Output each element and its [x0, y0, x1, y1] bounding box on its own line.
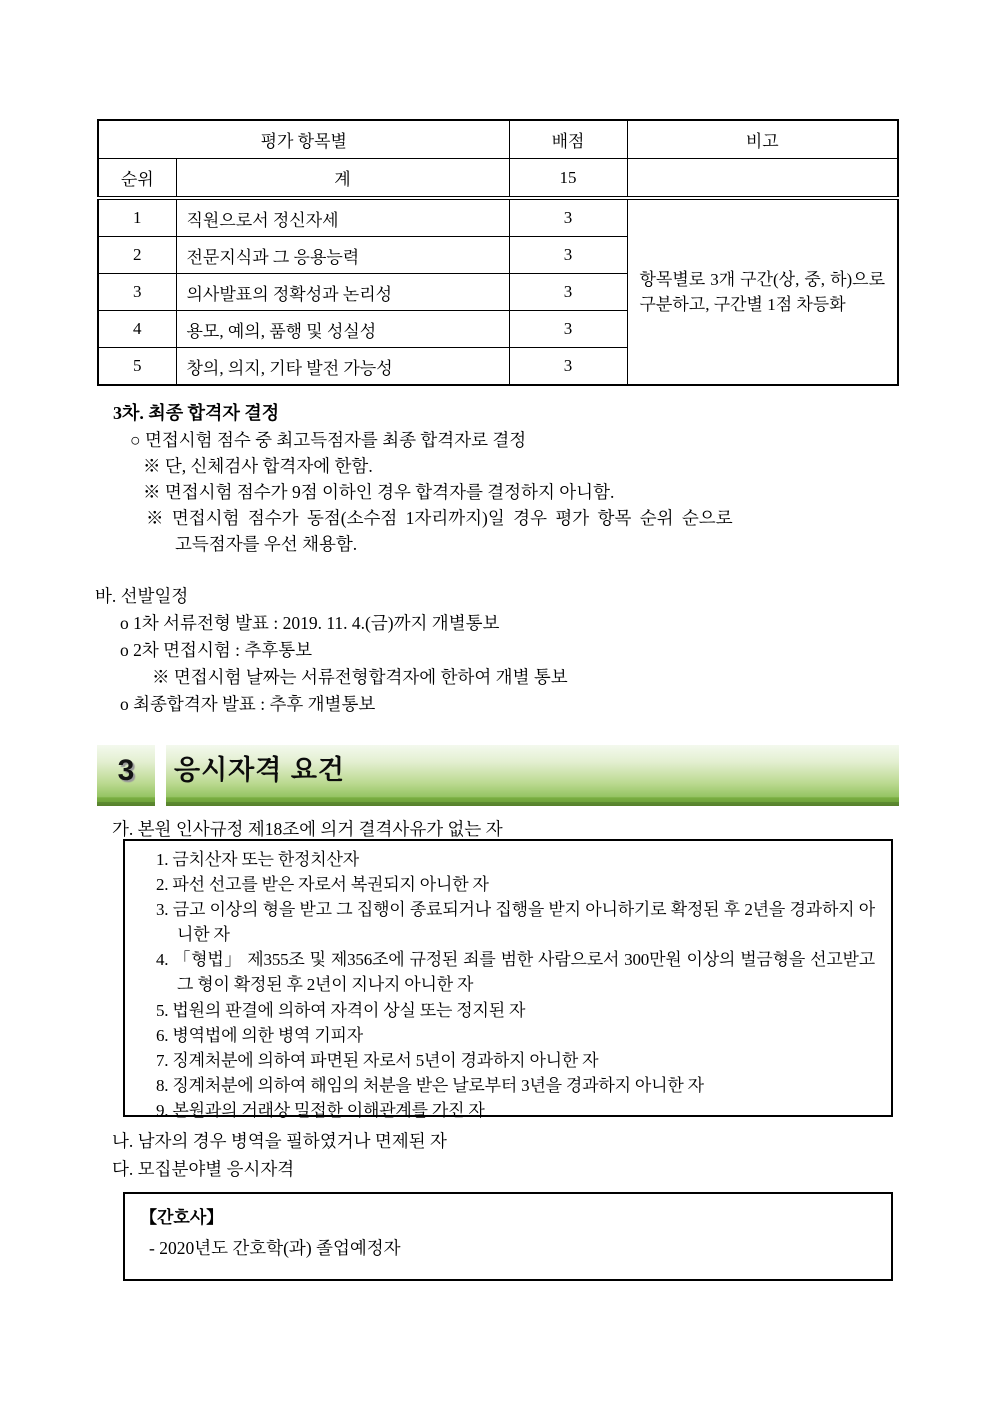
- row-rank: 4: [98, 311, 176, 348]
- final-round-line: ○ 면접시험 점수 중 최고득점자를 최종 합격자로 결정: [130, 430, 527, 450]
- final-round-title: 3차. 최종 합격자 결정: [113, 403, 280, 423]
- row-rank: 2: [98, 237, 176, 274]
- section-banner: [97, 745, 899, 806]
- disqualification-item: 7. 징계처분에 의하여 파면된 자로서 5년이 경과하지 아니한 자: [156, 1050, 599, 1070]
- disqualification-box: [123, 839, 893, 1120]
- row-rank: 5: [98, 348, 176, 386]
- schedule-item-note: ※ 면접시험 날짜는 서류전형합격자에 한하여 개별 통보: [152, 667, 568, 687]
- row-rank: 3: [98, 274, 176, 311]
- subheader-note-empty: [627, 159, 898, 199]
- section-title-bar: [166, 745, 899, 806]
- subheader-rank: 순위: [98, 159, 176, 199]
- disqualification-item: 1. 금치산자 또는 한정치산자: [156, 850, 359, 869]
- disqualification-item: 4. 「형법」 제355조 및 제356조에 규정된 죄를 범한 사람으로서 300만원 이상의 벌금형을 선고받고 그 형이 확정된 후 2년이 지나지 아니한 자: [156, 950, 875, 995]
- schedule-item: o 최종합격자 발표 : 추후 개별통보: [120, 694, 376, 714]
- header-note: 비고: [627, 120, 898, 159]
- evaluation-table: [97, 119, 899, 386]
- row-score: 3: [509, 348, 627, 386]
- table-note-cell: 항목별로 3개 구간(상, 중, 하)으로 구분하고, 구간별 1점 차등화: [627, 198, 898, 385]
- disqualification-item: 3. 금고 이상의 형을 받고 그 집행이 종료되거나 집행을 받지 아니하기로 확정된 후 2년을 경과하지 아니한 자: [156, 900, 875, 945]
- header-eval-items: 평가 항목별: [98, 120, 509, 159]
- nurse-qualification-box: [123, 1192, 893, 1281]
- row-score: 3: [509, 237, 627, 274]
- final-round-line: ※ 단, 신체검사 합격자에 한함.: [143, 456, 373, 476]
- schedule-section: [95, 585, 905, 715]
- row-item: 창의, 의지, 기타 발전 가능성: [176, 348, 509, 386]
- final-round-section: [113, 399, 913, 555]
- disqualification-item: 2. 파선 선고를 받은 자로서 복권되지 아니한 자: [156, 875, 489, 895]
- table-subheader-row: [98, 159, 898, 199]
- schedule-item: o 1차 서류전형 발표 : 2019. 11. 4.(금)까지 개별통보: [120, 613, 500, 633]
- final-round-line: ※ 면접시험 점수가 9점 이하인 경우 합격자를 결정하지 아니함.: [143, 482, 615, 502]
- row-score: 3: [509, 198, 627, 237]
- row-item: 직원으로서 정신자세: [176, 198, 509, 237]
- disqualification-item: 5. 법원의 판결에 의하여 자격이 상실 또는 정지된 자: [156, 1000, 526, 1020]
- row-rank: 1: [98, 198, 176, 237]
- section-title: 응시자격 요건: [174, 755, 345, 785]
- table-header-row: [98, 120, 898, 159]
- row-item: 용모, 예의, 품행 및 성실성: [176, 311, 509, 348]
- nurse-box-line: - 2020년도 간호학(과) 졸업예정자: [149, 1238, 401, 1258]
- subheader-total-score: 15: [509, 159, 627, 199]
- table-row: [98, 198, 898, 237]
- row-score: 3: [509, 311, 627, 348]
- nurse-box-title: 【간호사】: [140, 1208, 224, 1227]
- qualification-intro: 가. 본원 인사규정 제18조에 의거 결격사유가 없는 자: [112, 819, 503, 839]
- section-number-badge: 3: [97, 745, 155, 806]
- row-item: 전문지식과 그 응용능력: [176, 237, 509, 274]
- row-score: 3: [509, 274, 627, 311]
- subheader-total-label: 계: [176, 159, 509, 199]
- disqualification-item: 6. 병역법에 의한 병역 기피자: [156, 1025, 363, 1045]
- final-round-line: 고득점자를 우선 채용함.: [175, 534, 358, 554]
- schedule-item: o 2차 면접시험 : 추후통보: [120, 640, 313, 660]
- schedule-title: 바. 선발일정: [95, 586, 189, 606]
- disqualification-item: 8. 징계처분에 의하여 해임의 처분을 받은 날로부터 3년을 경과하지 아니한 자: [156, 1075, 704, 1095]
- disqualification-item: 9. 본원과의 거래상 밀접한 이해관계를 가진 자: [156, 1100, 485, 1120]
- final-round-line: ※ 면접시험 점수가 동점(소수점 1자리까지)일 경우 평가 항목 순위 순으로: [146, 508, 733, 528]
- header-score: 배점: [509, 120, 627, 159]
- qualification-item-by-field: 다. 모집분야별 응시자격: [112, 1159, 295, 1179]
- qualification-item-military: 나. 남자의 경우 병역을 필하였거나 면제된 자: [112, 1131, 447, 1151]
- row-item: 의사발표의 정확성과 논리성: [176, 274, 509, 311]
